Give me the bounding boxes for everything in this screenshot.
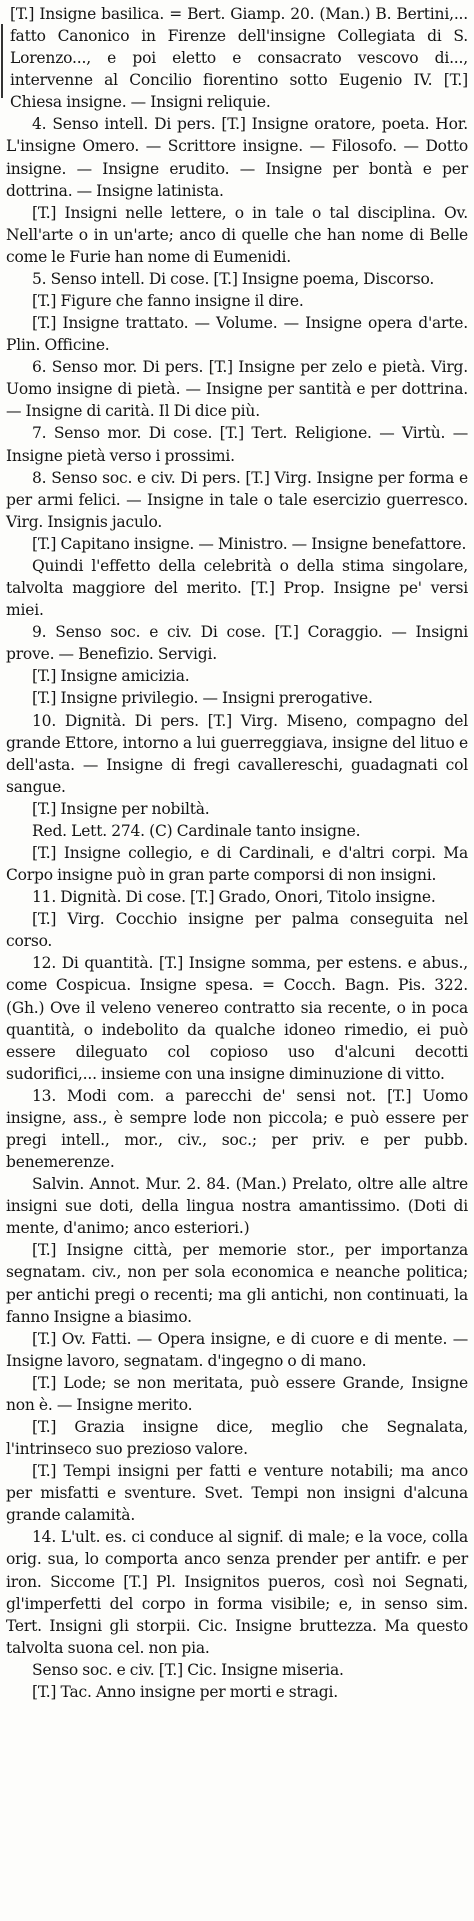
paragraph-12: 9. Senso soc. e civ. Di cose. [T.] Coraggio. — Insigni prove. — Benefizio. Servigi. bbox=[6, 623, 468, 664]
paragraph-27: [T.] Grazia insigne dice, meglio che Segnalata, l'intrinseco suo prezioso valore. bbox=[6, 1418, 468, 1459]
paragraph-20: [T.] Virg. Cocchio insigne per palma conseguita nel corso. bbox=[6, 910, 468, 951]
paragraph-28: [T.] Tempi insigni per fatti e venture notabili; ma anco per misfatti e sventure. Svet. Tempi non insigni d'alcuna grande calamità. bbox=[6, 1462, 468, 1525]
paragraph-18: [T.] Insigne collegio, e di Cardinali, e d'altri corpi. Ma Corpo insigne può in gran parte comporsi di non insigni. bbox=[6, 843, 468, 885]
dictionary-column bbox=[6, 3, 468, 1703]
margin-rule bbox=[1, 24, 3, 98]
paragraph-1: [T.] Insigne basilica. = Bert. Giamp. 20. (Man.) B. Bertini,... fatto Canonico in Firenze dell'insigne Collegiata di S. Lorenzo..., e poi eletto e consacrato vescovo di..., intervenne al Concilio fiorentino sotto Eugenio IV. [T.] Chiesa insigne. — Insigni reliquie. bbox=[10, 5, 468, 112]
paragraph-10: [T.] Capitano insigne. — Ministro. — Insigne benefattore. bbox=[32, 534, 467, 553]
paragraph-7: 6. Senso mor. Di pers. [T.] Insigne per zelo e pietà. Virg. Uomo insigne di pietà. — Insigne per santità e per dottrina. — Insigne di carità. Il Di dice più. bbox=[6, 358, 468, 421]
paragraph-13: [T.] Insigne amicizia. bbox=[32, 667, 190, 686]
paragraph-2: 4. Senso intell. Di pers. [T.] Insigne oratore, poeta. Hor. L'insigne Omero. — Scrittore insigne. — Filosofo. — Dotto insigne. — Insigne erudito. — Insigne per bontà e per dottrina. — Insigne latinista. bbox=[6, 115, 468, 200]
paragraph-11: Quindi l'effetto della celebrità o della stima singolare, talvolta maggiore del merito. [T.] Prop. Insigne pe' versi miei. bbox=[6, 556, 468, 620]
paragraph-23: Salvin. Annot. Mur. 2. 84. (Man.) Prelato, oltre alle altre insigni sue doti, della lingua nostra amantissimo. (Doti di mente, d'animo; anco esteriori.) bbox=[6, 1175, 468, 1238]
paragraph-25: [T.] Ov. Fatti. — Opera insigne, e di cuore e di mente. — Insigne lavoro, segnatam. d'ingegno o di mano. bbox=[6, 1329, 468, 1370]
paragraph-29: 14. L'ult. es. ci conduce al signif. di male; e la voce, colla orig. sua, lo comporta anco senza prender per antifr. e per iron. Siccome [T.] Pl. Insignitos pueros, così noi Segnati, gl'imperfetti del corpo in forma visibile; e, in senso sim. Tert. Insigni gli storpii. Cic. Insigne bruttezza. Ma questo talvolta suona cel. non pia. bbox=[6, 1528, 468, 1657]
paragraph-4: 5. Senso intell. Di cose. [T.] Insigne poema, Discorso. bbox=[32, 269, 435, 288]
paragraph-26: [T.] Lode; se non meritata, può essere Grande, Insigne non è. — Insigne merito. bbox=[6, 1373, 468, 1414]
paragraph-19: 11. Dignità. Di cose. [T.] Grado, Onori, Titolo insigne. bbox=[32, 888, 436, 907]
paragraph-22: 13. Modi com. a parecchi de' sensi not. [T.] Uomo insigne, ass., è sempre lode non piccola; e può essere per pregi intell., mor., civ., soc.; per priv. e per pubb. benemerenze. bbox=[6, 1086, 468, 1172]
paragraph-6: [T.] Insigne trattato. — Volume. — Insigne opera d'arte. Plin. Officine. bbox=[6, 314, 468, 355]
paragraph-9: 8. Senso soc. e civ. Di pers. [T.] Virg. Insigne per forma e per armi felici. — Insigne in tale o tale esercizio guerresco. Virg. Insignis jaculo. bbox=[6, 468, 468, 531]
paragraph-14: [T.] Insigne privilegio. — Insigni prerogative. bbox=[32, 689, 373, 708]
paragraph-24: [T.] Insigne città, per memorie stor., per importanza segnatam. civ., non per sola economica e neanche politica; per antichi pregi o recenti; ma gli antichi, non continuati, la fanno Insigne a biasimo. bbox=[6, 1241, 468, 1326]
paragraph-15: 10. Dignità. Di pers. [T.] Virg. Miseno, compagno del grande Ettore, intorno a lui guerreggiava, insigne del lituo e dell'asta. — Insigne di fregi cavallereschi, guadagnati col sangue. bbox=[6, 711, 468, 796]
paragraph-17: Red. Lett. 274. (C) Cardinale tanto insigne. bbox=[32, 821, 361, 840]
paragraph-31: [T.] Tac. Anno insigne per morti e stragi. bbox=[32, 1682, 339, 1701]
paragraph-5: [T.] Figure che fanno insigne il dire. bbox=[32, 292, 304, 311]
paragraph-3: [T.] Insigni nelle lettere, o in tale o tal disciplina. Ov. Nell'arte o in un'arte; anco di quelle che han nome di Belle come le Furie han nome di Eumenidi. bbox=[6, 203, 468, 266]
paragraph-21: 12. Di quantità. [T.] Insigne somma, per estens. e abus., come Cospicua. Insigne spesa. = Cocch. Bagn. Pis. 322. (Gh.) Ove il veleno venereo contratto sia recente, o in poca quantità, o indebolito da qualche idoneo rimedio, ei può essere dileguato col copioso uso d'alcuni decotti sudorifici,... insieme con una insigne diminuzione di vitto. bbox=[6, 954, 468, 1083]
paragraph-16: [T.] Insigne per nobiltà. bbox=[32, 799, 210, 818]
paragraph-8: 7. Senso mor. Di cose. [T.] Tert. Religione. — Virtù. — Insigne pietà verso i prossimi. bbox=[6, 424, 468, 465]
paragraph-30: Senso soc. e civ. [T.] Cic. Insigne miseria. bbox=[32, 1660, 344, 1679]
